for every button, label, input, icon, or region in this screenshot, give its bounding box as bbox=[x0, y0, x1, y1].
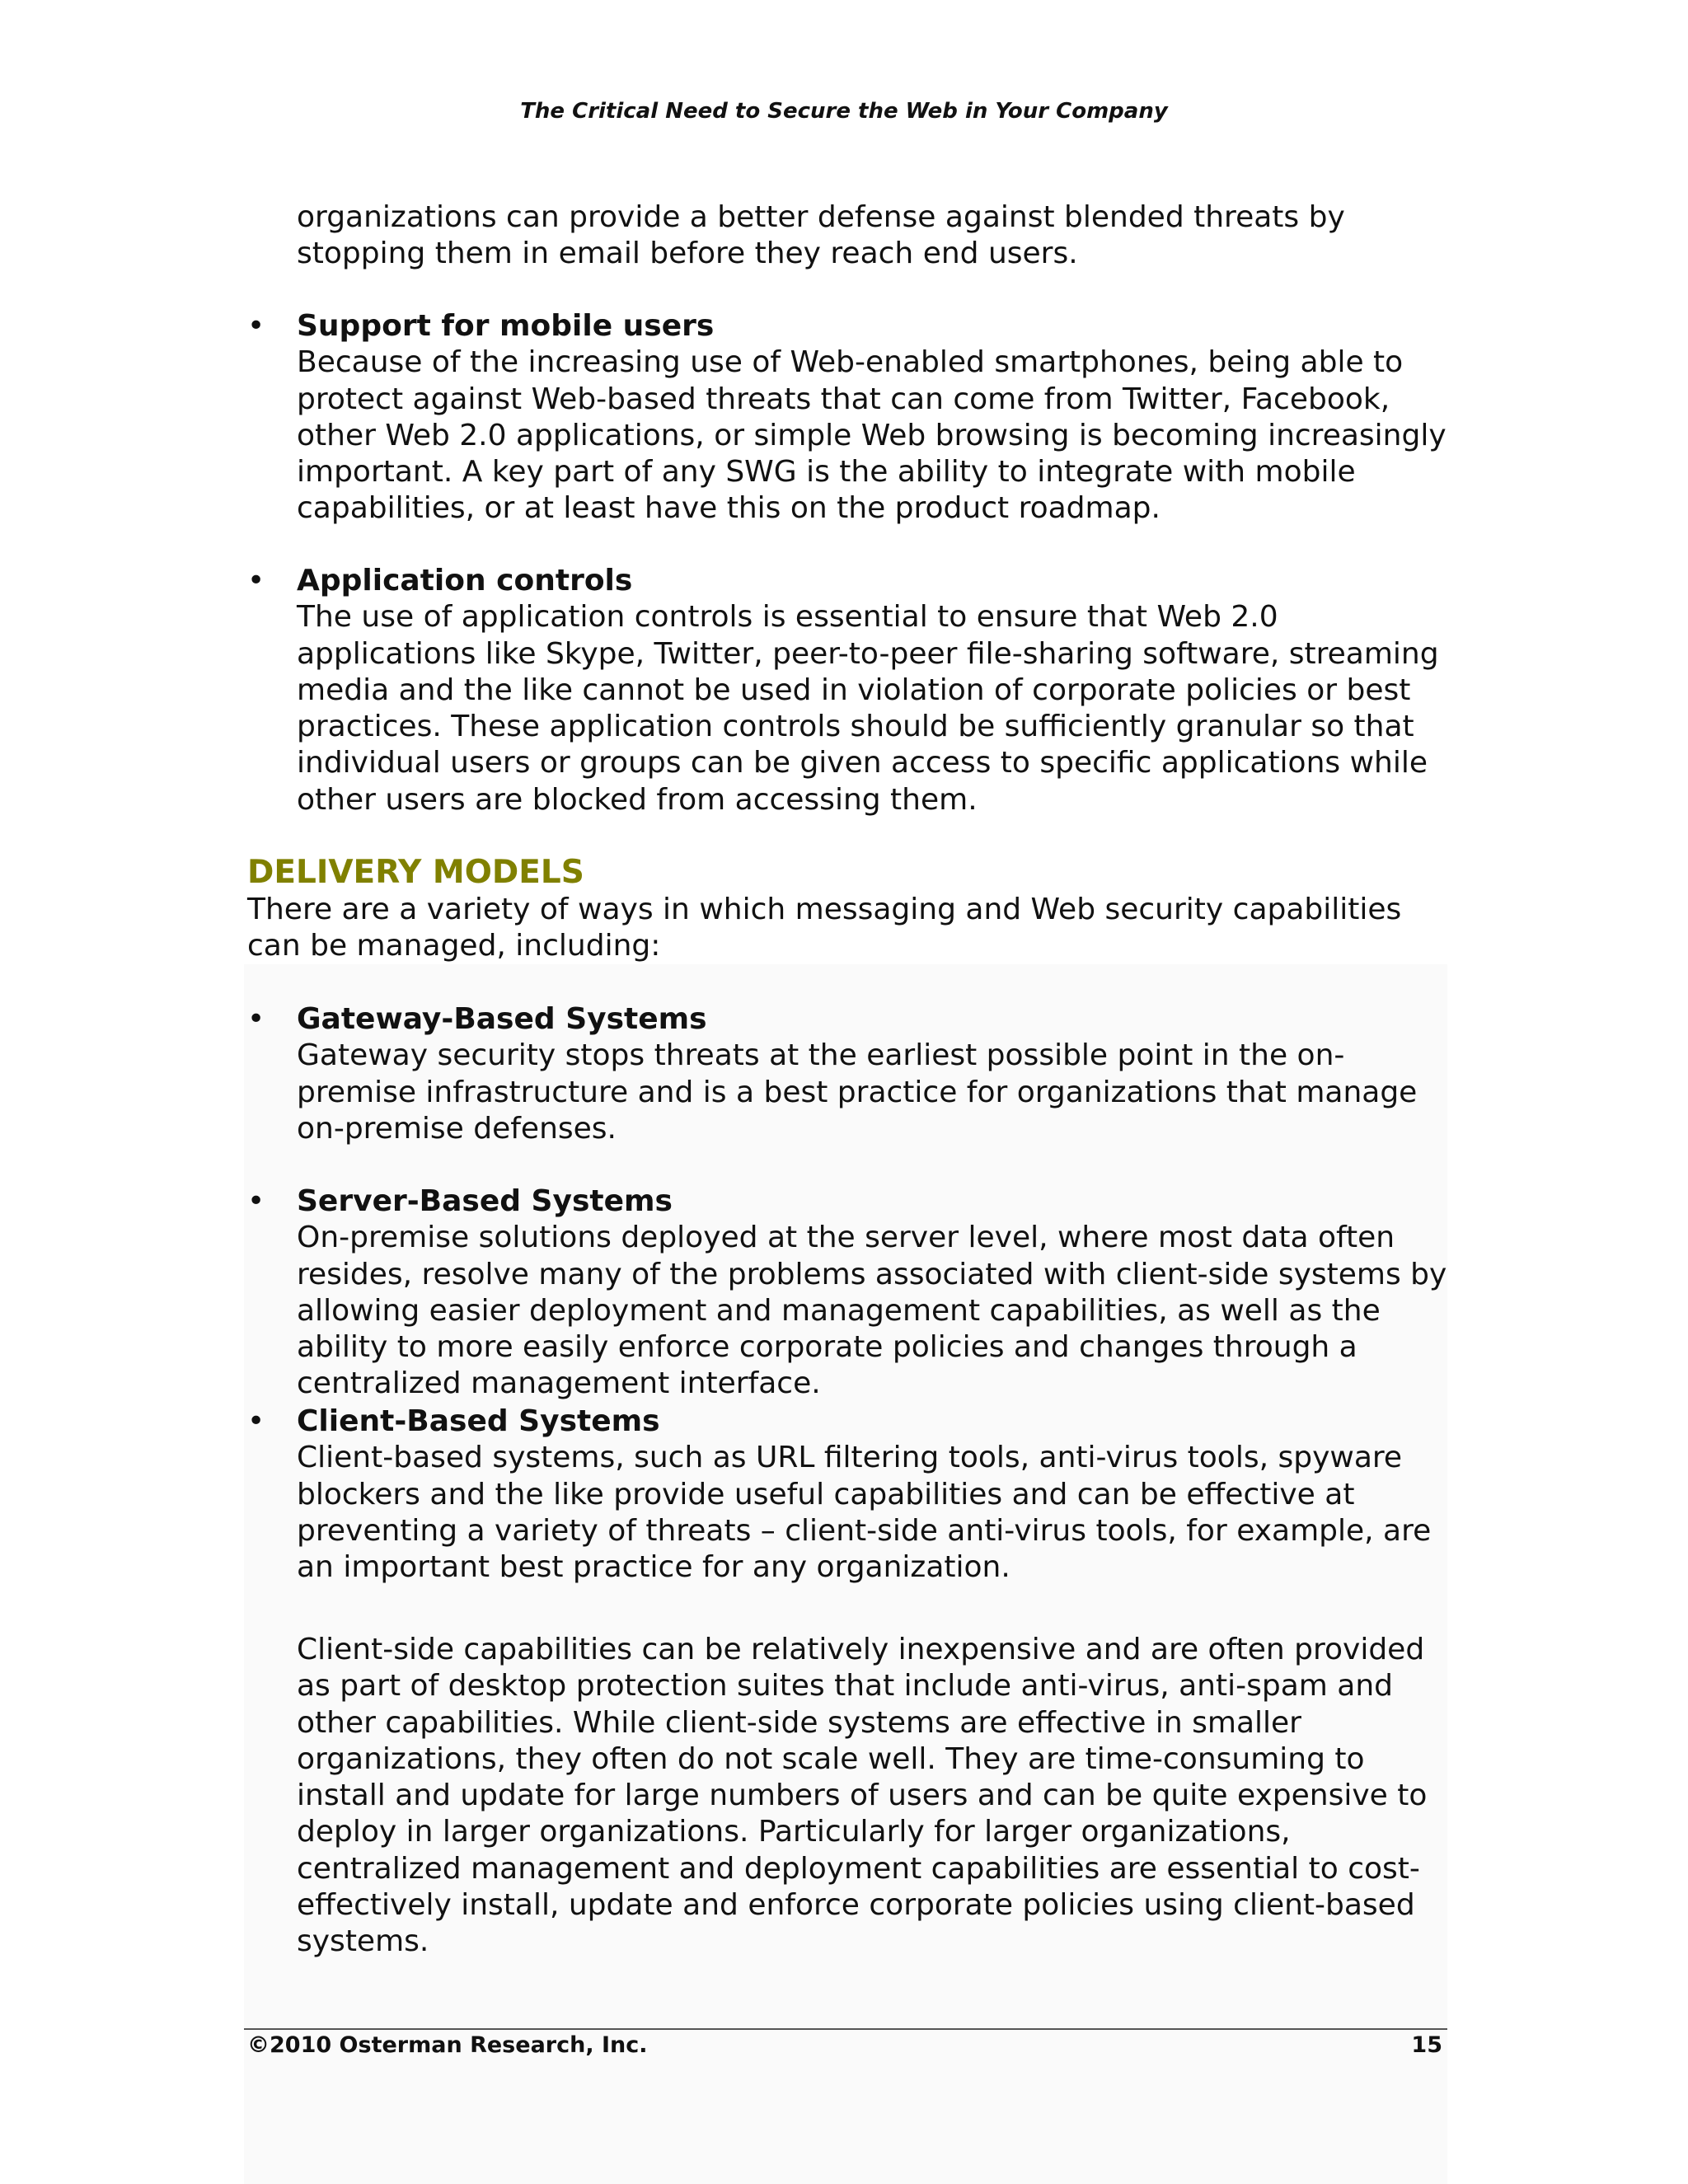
bullet-title: Server-Based Systems bbox=[297, 1184, 673, 1218]
bullet-marker: • bbox=[247, 1404, 265, 1438]
bullet-title: Client-Based Systems bbox=[297, 1404, 660, 1438]
bullet-text: Because of the increasing use of Web-enabled smartphones, being able to protect against Web-based threats that can come from Twitter, Facebook, other Web 2.0 applications, or simple Web browsing is becoming increasingly important. A key part of any SWG is the ability to integrate with mobile capabilities, or at least have this on the product roadmap. bbox=[297, 345, 1447, 526]
bullet-marker: • bbox=[247, 309, 265, 343]
section-heading: DELIVERY MODELS bbox=[247, 854, 584, 891]
intro-continuation: organizations can provide a better defense against blended threats by stopping them in email before they reach end users. bbox=[297, 200, 1345, 271]
bullet-text: Client-based systems, such as URL filtering tools, anti-virus tools, spyware blockers and the like provide useful capabilities and can be effective at preventing a variety of threats – client-side anti-virus tools, for example, are an important best practice for any organization. bbox=[297, 1441, 1432, 1585]
section-intro: There are a variety of ways in which messaging and Web security capabilities can be managed, including: bbox=[247, 893, 1402, 963]
bullet-item-gateway-based bbox=[297, 1001, 1451, 1147]
footer-copyright: ©2010 Osterman Research, Inc. bbox=[247, 2032, 648, 2058]
bullet-title: Support for mobile users bbox=[297, 309, 715, 343]
bullet-item-client-based bbox=[297, 1404, 1451, 1586]
bullet-item-application-controls bbox=[297, 563, 1451, 818]
running-header: The Critical Need to Secure the Web in Your Company bbox=[520, 99, 1168, 124]
bullet-marker: • bbox=[247, 1184, 265, 1218]
bullet-text: Gateway security stops threats at the earliest possible point in the on-premise infrastructure and is a best practice for organizations that manage on-premise defenses. bbox=[297, 1038, 1418, 1146]
bullet-marker: • bbox=[247, 564, 265, 598]
bullet-title: Application controls bbox=[297, 564, 633, 598]
footer-divider bbox=[244, 2028, 1447, 2030]
bullet-title: Gateway-Based Systems bbox=[297, 1002, 707, 1036]
page-number: 15 bbox=[1411, 2032, 1442, 2058]
bullet-item-server-based bbox=[297, 1183, 1451, 1403]
bullet-text: On-premise solutions deployed at the server level, where most data often resides, resolve many of the problems associated with client-side systems by allowing easier deployment and management capabilities, as well as the ability to more easily enforce corporate policies and changes through a centralized management interface. bbox=[297, 1221, 1447, 1401]
bullet-item-mobile-users bbox=[297, 308, 1451, 527]
bullet-marker: • bbox=[247, 1002, 265, 1036]
client-based-paragraph-2: Client-side capabilities can be relatively inexpensive and are often provided as part of desktop protection suites that include anti-virus, anti-spam and other capabilities. While client-side systems are effective in smaller organizations, they often do not scale well. They are time-consuming to install and update for large numbers of users and can be quite expensive to deploy in larger organizations. Particularly for larger organizations, centralized management and deployment capabilities are essential to cost-effectively install, update and enforce corporate policies using client-based systems. bbox=[297, 1633, 1428, 1959]
bullet-text: The use of application controls is essential to ensure that Web 2.0 applications like Skype, Twitter, peer-to-peer file-sharing software, streaming media and the like cannot be used in violation of corporate policies or best practices. These application controls should be sufficiently granular so that individual users or groups can be given access to specific applications while other users are blocked from accessing them. bbox=[297, 600, 1439, 817]
